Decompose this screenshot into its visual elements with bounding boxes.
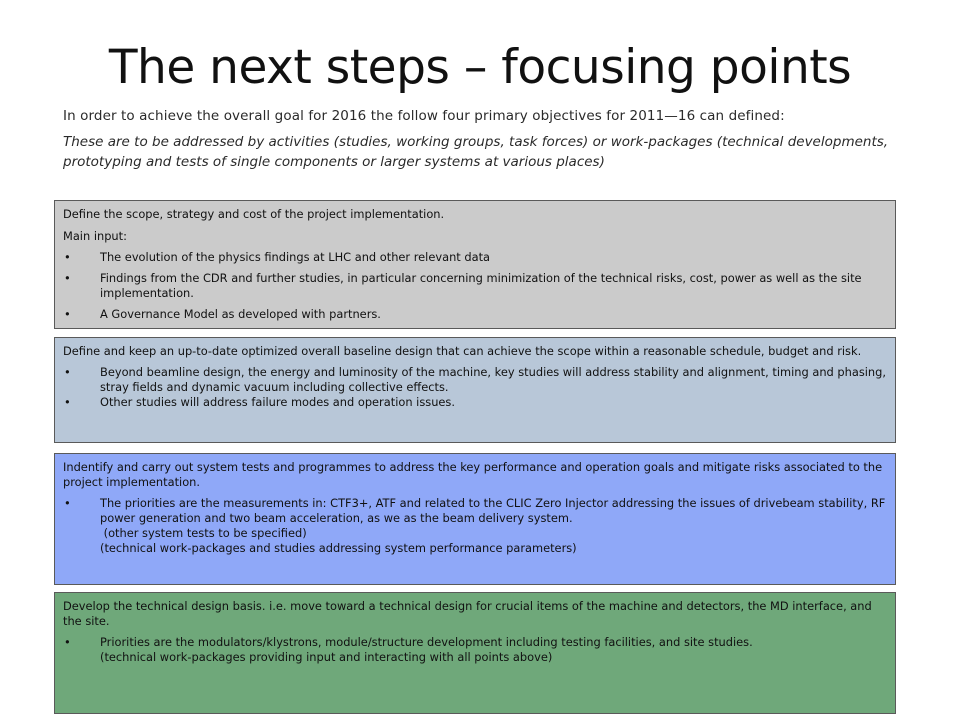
bullet-item: • Beyond beamline design, the energy and luminosity of the machine, key studies will address stability and alignment, timing and phasing, stray fields and dynamic vacuum including collective effects.	[64, 365, 886, 394]
bullet-icon: •	[64, 271, 71, 285]
bullet-list	[63, 365, 887, 410]
bullet-item: • The priorities are the measurements in: CTF3+, ATF and related to the CLIC Zero Injector addressing the issues of drivebeam stability, RF power generation and two beam acceleration, as we as the beam delivery system.	[64, 496, 886, 525]
bullet-icon: •	[64, 496, 71, 510]
intro-subtext: These are to be addressed by activities (studies, working groups, task forces) or work-packages (technical developments, prototyping and tests of single components or larger systems at various places)	[63, 134, 889, 170]
bullet-icon: •	[64, 307, 71, 321]
bullet-item: • Priorities are the modulators/klystrons, module/structure development including testing facilities, and site studies.	[64, 635, 753, 649]
bullet-icon: •	[64, 365, 71, 379]
bullet-icon: •	[64, 250, 71, 264]
bullet-item: • The evolution of the physics findings at LHC and other relevant data	[64, 250, 491, 264]
bullet-icon: •	[64, 635, 71, 649]
objective-box-baseline	[54, 337, 896, 443]
objective-box-scope	[54, 200, 896, 329]
bullet-icon: •	[64, 395, 71, 409]
bullet-list	[63, 250, 887, 322]
objective-box-technical-design	[54, 592, 896, 714]
page-title: The next steps – focusing points	[108, 40, 852, 95]
objective-heading: Define the scope, strategy and cost of the project implementation.	[63, 207, 445, 221]
bullet-list	[63, 496, 887, 526]
objective-subheading: Main input:	[63, 229, 127, 243]
objective-heading: Define and keep an up-to-date optimized overall baseline design that can achieve the scope within a reasonable schedule, budget and risk.	[63, 344, 862, 358]
intro	[63, 108, 905, 172]
objective-note: (technical work-packages and studies addressing system performance parameters)	[100, 541, 577, 555]
intro-lead: In order to achieve the overall goal for 2016 the follow four primary objectives for 2011—16 can defined:	[63, 108, 785, 124]
objective-note: (technical work-packages providing input and interacting with all points above)	[100, 650, 553, 664]
objective-heading: Indentify and carry out system tests and programmes to address the key performance and operation goals and mitigate risks associated to the project implementation.	[63, 460, 883, 489]
bullet-list	[63, 635, 887, 650]
objective-heading: Develop the technical design basis. i.e. move toward a technical design for crucial items of the machine and detectors, the MD interface, and the site.	[63, 599, 872, 628]
bullet-item: • Findings from the CDR and further studies, in particular concerning minimization of the technical risks, cost, power as well as the site implementation.	[64, 271, 862, 300]
bullet-item: • Other studies will address failure modes and operation issues.	[64, 395, 455, 409]
bullet-item: • A Governance Model as developed with partners.	[64, 307, 381, 321]
objective-box-system-tests	[54, 453, 896, 585]
objective-note: (other system tests to be specified)	[100, 526, 307, 540]
